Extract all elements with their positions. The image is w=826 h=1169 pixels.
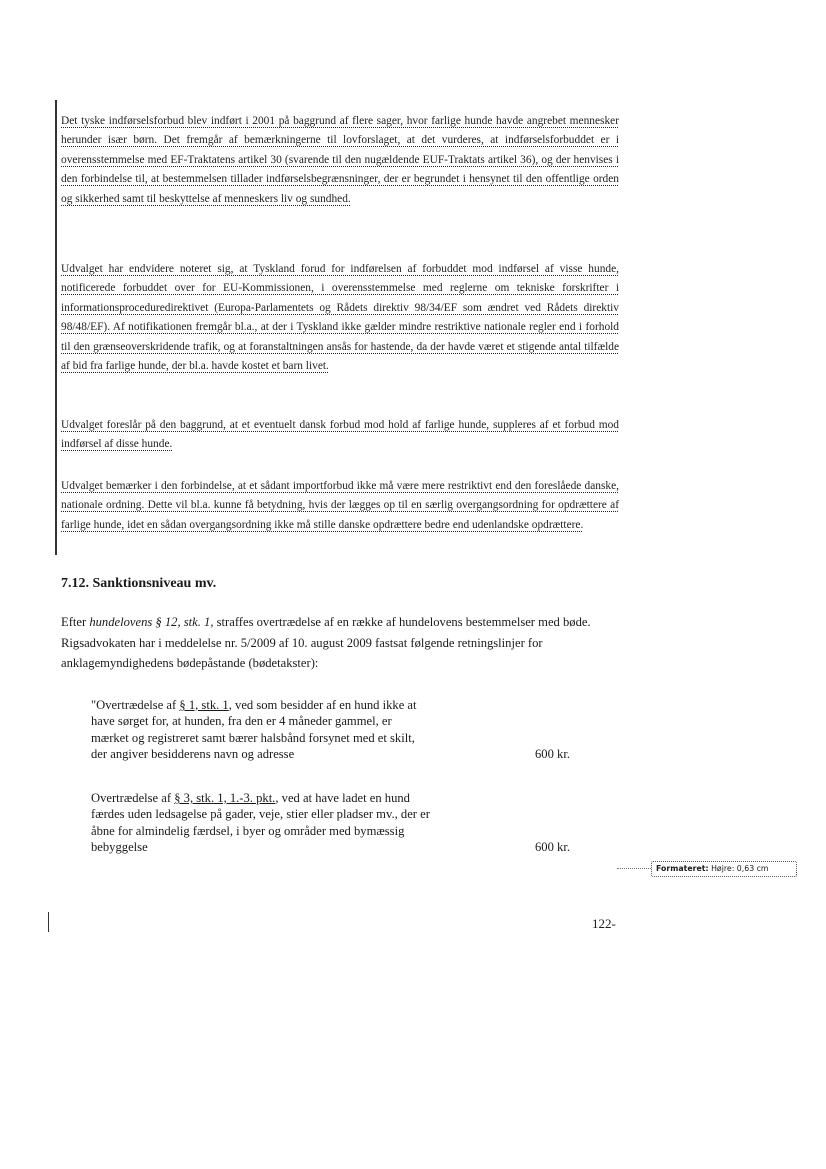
section-heading: 7.12. Sanktionsniveau mv.	[61, 576, 217, 591]
fee-prefix: Overtrædelse af	[91, 791, 175, 805]
page-number: 122-	[592, 916, 616, 931]
tracked-insertion: Udvalget foreslår på den baggrund, at et eventuelt dansk forbud mod hold af farlige hunde, suppleres af et forbud mod indførsel af disse hunde.	[61, 419, 619, 451]
intro-text-start: Efter	[61, 615, 90, 629]
fee-item-2	[91, 790, 591, 855]
intro-paragraph	[61, 612, 619, 674]
formatting-label: Formateret:	[656, 864, 709, 873]
fee-amount: 600 kr.	[535, 839, 570, 854]
change-bar	[55, 100, 57, 555]
law-reference-link[interactable]: § 3, stk. 1, 1.-3. pkt.	[174, 791, 276, 805]
fee-item-1	[91, 697, 591, 762]
tracked-insertion: Udvalget har endvidere noteret sig, at Tyskland forud for indførelsen af forbuddet mod indførsel af visse hunde, notificerede forbuddet over for EU-Kommissionen, i overensstemmelse med reglerne om tekniske forskrifter i informationsproceduredirektivet (Europa-Parlamentets og Rådets direktiv 98/34/EF som ændret ved Rådets direktiv 98/48/EF). Af notifikationen fremgår bl.a., at der i Tyskland ikke gælder mindre restriktive nationale regler end i forhold til den grænseoverskridende trafik, og at foranstaltningen ansås for hastende, da der havde været et stigende antal tilfælde af bid fra farlige hunde, der bl.a. havde kostet et barn livet.	[61, 263, 619, 373]
fee-prefix: "Overtrædelse af	[91, 698, 180, 712]
inserted-paragraph-2	[61, 260, 619, 376]
formatting-balloon[interactable]	[651, 861, 797, 877]
law-citation: hundelovens § 12, stk. 1,	[89, 615, 214, 629]
fee-amount: 600 kr.	[535, 746, 570, 761]
fee-description	[91, 790, 431, 855]
tracked-insertion: Udvalget bemærker i den forbindelse, at et sådant importforbud ikke må være mere restriktivt end den foreslåede danske, nationale ordning. Dette vil bl.a. kunne få betydning, hvis der lægges op til en særlig overgangsordning for opdrættere af farlige hunde, idet en sådan overgangsordning ikke må stille danske opdrættere bedre end udenlandske opdrættere.	[61, 480, 619, 531]
change-bar	[48, 912, 49, 932]
inserted-paragraph-3	[61, 416, 619, 455]
tracked-insertion: Det tyske indførselsforbud blev indført i 2001 på baggrund af flere sager, hvor farlige hunde havde angrebet mennesker herunder især børn. Det fremgår af bemærkningerne til lovforslaget, at det vurderes, at indførselsforbuddet er i overensstemmelse med EF-Traktatens artikel 30 (svarende til den nugældende EUF-Traktats artikel 36), og der henvises i den forbindelse til, at bestemmelsen tillader indførselsbegrænsninger, der er begrundet i hensynet til den offentlige orden og sikkerhed samt til beskyttelse af menneskers liv og sundhed.	[61, 115, 619, 205]
inserted-paragraph-1	[61, 112, 619, 209]
inserted-paragraph-4	[61, 477, 619, 535]
law-reference-link[interactable]: § 1, stk. 1	[179, 698, 229, 712]
fee-text: , ved som besidder af en hund ikke at have sørget for, at hunden, fra den er 4 måneder gammel, er mærket og registreret samt bærer halsbånd forsynet med et skilt, der angiver besidderens navn og adresse	[91, 698, 417, 761]
fee-text: , ved at have ladet en hund færdes uden ledsagelse på gader, veje, stier eller pladser mv., der er åbne for almindelig færdsel, i byer og områder med bymæssig bebyggelse	[91, 791, 430, 854]
comment-connector-line	[617, 868, 651, 869]
fee-description	[91, 697, 431, 762]
intro-text-end: straffes overtrædelse af en række af hundelovens bestemmelser med bøde. Rigsadvokaten har i meddelelse nr. 5/2009 af 10. august 2009 fastsat følgende retningslinjer for anklagemyndighedens bødepåstande (bødetakster):	[61, 615, 591, 670]
formatting-value: Højre: 0,63 cm	[708, 864, 769, 873]
